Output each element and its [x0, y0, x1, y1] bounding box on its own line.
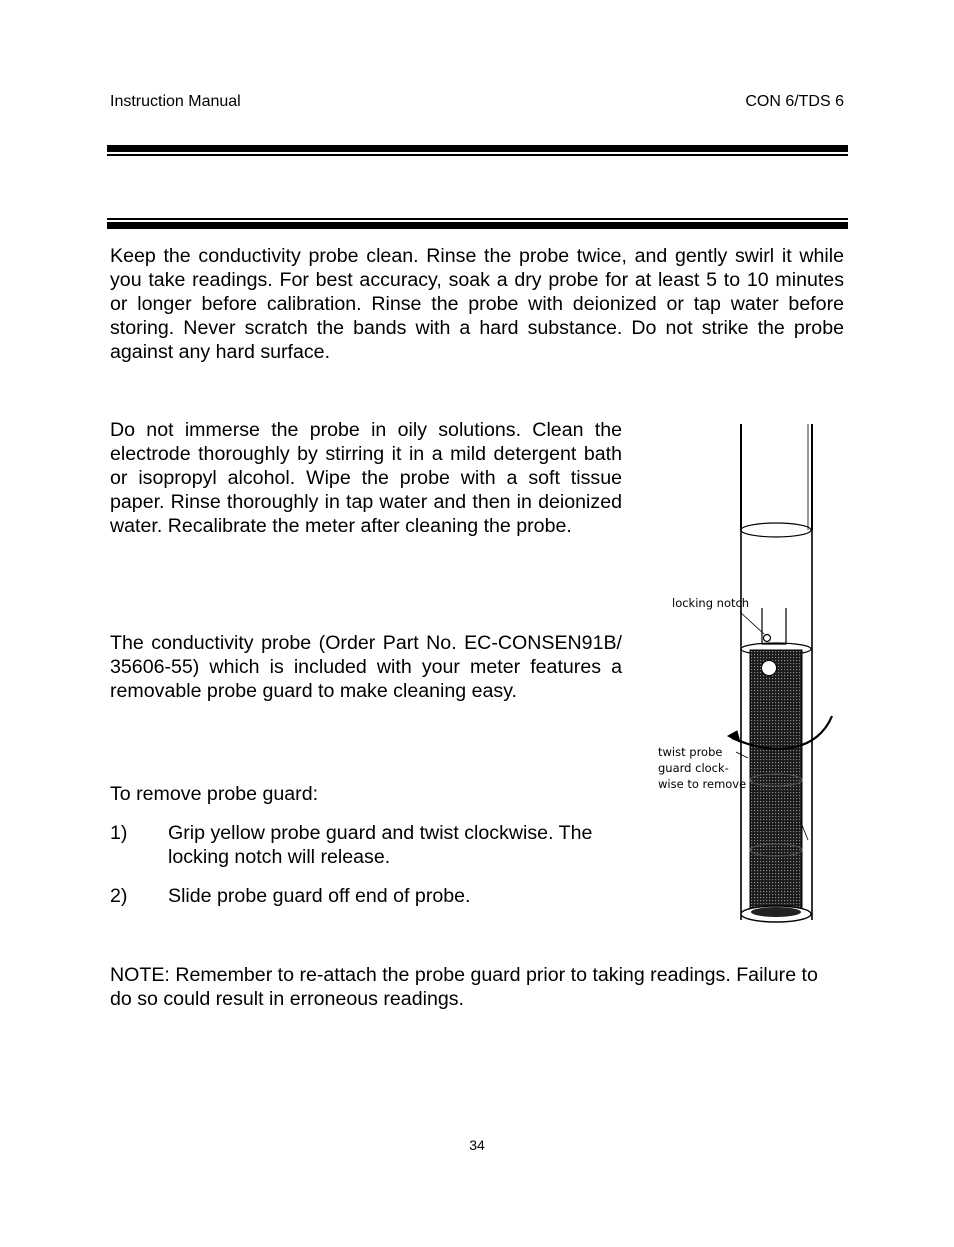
- header-right: CON 6/TDS 6: [745, 93, 844, 110]
- step-text: Grip yellow probe guard and twist clockwise. The locking notch will release.: [168, 822, 593, 868]
- paragraph-remove-intro: To remove probe guard:: [110, 783, 319, 805]
- page-number: 34: [469, 1137, 485, 1153]
- step-item: [110, 821, 622, 869]
- probe-illustration: [640, 420, 850, 940]
- label-twist-line3: wise to remove: [658, 777, 747, 791]
- label-twist-line2: guard clock-: [658, 761, 729, 775]
- paragraph-cleaning: Do not immerse the probe in oily solutions. Clean the electrode thoroughly by stirring it in a mild detergent bath or isopropyl alcohol. Wipe the probe with a soft tissue paper. Rinse thoroughly in tap water and then in deionized water. Recalibrate the meter after cleaning the probe.: [110, 419, 622, 537]
- label-locking-notch: locking notch: [672, 596, 750, 610]
- step-number: 2): [110, 885, 128, 907]
- step-number: 1): [110, 822, 128, 844]
- label-twist-line1: twist probe: [658, 745, 723, 759]
- header-left: Instruction Manual: [110, 93, 241, 110]
- note-paragraph: NOTE: Remember to re-attach the probe guard prior to taking readings. Failure to do so could result in erroneous readings.: [110, 964, 818, 1010]
- paragraph-probe-guard: The conductivity probe (Order Part No. EC-CONSEN91B/ 35606-55) which is included with your meter features a removable probe guard to make cleaning easy.: [110, 632, 622, 702]
- step-item: [110, 884, 622, 908]
- step-text: Slide probe guard off end of probe.: [168, 885, 471, 907]
- probe-figure: [640, 420, 850, 940]
- paragraph-probe-care: Keep the conductivity probe clean. Rinse the probe twice, and gently swirl it while you take readings. For best accuracy, soak a dry probe for at least 5 to 10 minutes or longer before calibration. Rinse the probe with deionized or tap water before storing. Never scratch the bands with a hard substance. Do not strike the probe against any hard surface.: [110, 245, 844, 363]
